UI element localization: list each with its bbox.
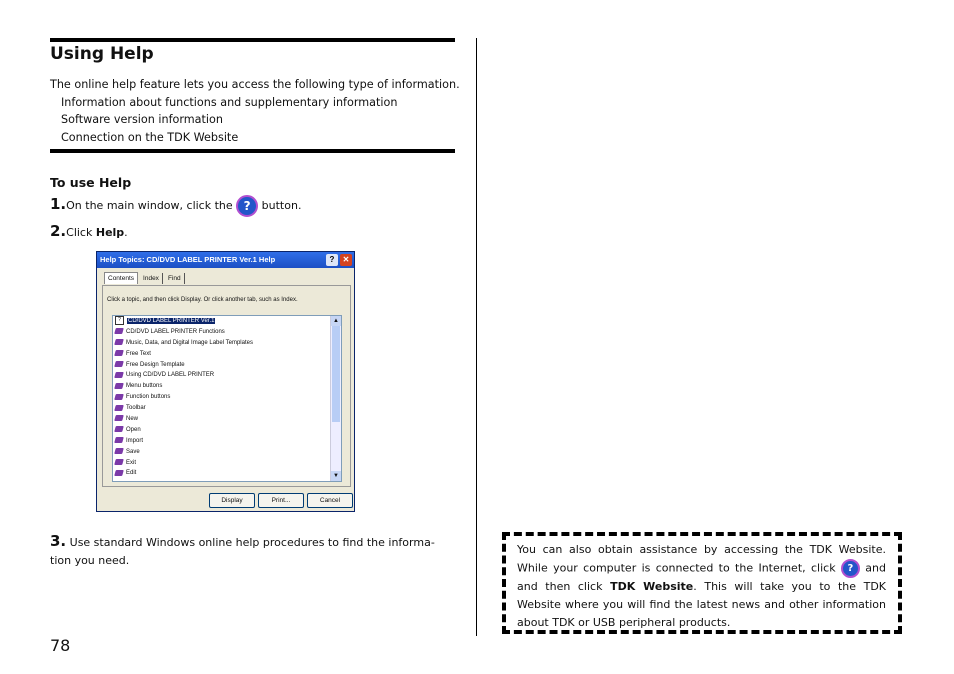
book-icon	[114, 339, 124, 345]
intro-item: Software version information	[61, 113, 223, 126]
book-icon	[114, 415, 124, 421]
tab-find[interactable]: Find	[165, 273, 185, 284]
scroll-thumb[interactable]	[332, 326, 340, 422]
page-title: Using Help	[50, 44, 154, 64]
tab-index[interactable]: Index	[140, 273, 163, 284]
close-icon[interactable]: ✕	[340, 254, 352, 266]
scroll-down-icon[interactable]: ▼	[331, 471, 341, 481]
vertical-scrollbar[interactable]	[330, 316, 341, 481]
list-item[interactable]: Toolbar	[113, 403, 341, 414]
step-1: 1.On the main window, click the ? button.	[50, 195, 301, 217]
intro	[50, 76, 460, 146]
book-icon	[114, 459, 124, 465]
page-number: 78	[50, 636, 71, 655]
book-icon	[114, 328, 124, 334]
list-item[interactable]: Open	[113, 425, 341, 436]
list-item[interactable]: Using CD/DVD LABEL PRINTER	[113, 370, 341, 381]
display-button[interactable]: Display	[209, 493, 255, 508]
list-item[interactable]: Exit	[113, 458, 341, 469]
list-item[interactable]: Edit	[113, 468, 341, 479]
intro-lead: The online help feature lets you access the following type of information.	[50, 78, 460, 91]
book-icon	[114, 470, 124, 476]
intro-item: Information about functions and supplementary information	[61, 95, 398, 109]
book-icon	[114, 383, 124, 389]
mid-rule	[50, 149, 455, 153]
note-text: You can also obtain assistance by accessing the TDK Website. While your computer is connected to the Internet, click ? and and then click TDK Website. This will take you to the TDK Website where you will find the latest news and other information about TDK or USB peripheral products.	[517, 543, 887, 629]
tab-bar	[104, 272, 187, 284]
list-item[interactable]: Function buttons	[113, 392, 341, 403]
scroll-up-icon[interactable]: ▲	[331, 316, 341, 326]
help-page-icon: ?	[115, 316, 124, 325]
book-icon	[114, 361, 124, 367]
list-item[interactable]: Save	[113, 447, 341, 458]
print-button[interactable]: Print...	[258, 493, 304, 508]
intro-item: Connection on the TDK Website	[61, 130, 239, 144]
book-icon	[114, 394, 124, 400]
topic-list[interactable]	[112, 315, 342, 482]
book-icon	[114, 350, 124, 356]
book-icon	[114, 437, 124, 443]
step-2: 2.Click Help.	[50, 222, 128, 240]
instruction-text: Click a topic, and then click Display. Or click another tab, such as Index.	[107, 297, 298, 303]
list-item[interactable]: Import	[113, 436, 341, 447]
list-item[interactable]: New	[113, 414, 341, 425]
column-divider	[476, 38, 477, 636]
book-icon	[114, 426, 124, 432]
list-item[interactable]: Music, Data, and Digital Image Label Templates	[113, 338, 341, 349]
book-icon	[114, 405, 124, 411]
list-item[interactable]: Menu buttons	[113, 381, 341, 392]
help-icon[interactable]: ?	[841, 559, 860, 578]
tab-contents[interactable]: Contents	[104, 272, 138, 284]
list-item[interactable]: Free Text	[113, 349, 341, 360]
window-titlebar: Help Topics: CD/DVD LABEL PRINTER Ver.1 Help ? ✕	[97, 252, 354, 268]
top-rule	[50, 38, 455, 42]
book-icon	[114, 372, 124, 378]
list-item[interactable]: Free Design Template	[113, 360, 341, 371]
list-item[interactable]: ? CD/DVD LABEL PRINTER Ver.1	[113, 316, 341, 327]
help-icon[interactable]: ?	[326, 254, 338, 266]
step-3: 3. Use standard Windows online help procedures to find the informa-tion you need.	[50, 532, 435, 567]
help-icon[interactable]: ?	[236, 195, 258, 217]
help-topics-window	[96, 251, 355, 512]
list-item[interactable]: CD/DVD LABEL PRINTER Functions	[113, 327, 341, 338]
cancel-button[interactable]: Cancel	[307, 493, 353, 508]
book-icon	[114, 448, 124, 454]
subheading: To use Help	[50, 175, 132, 190]
